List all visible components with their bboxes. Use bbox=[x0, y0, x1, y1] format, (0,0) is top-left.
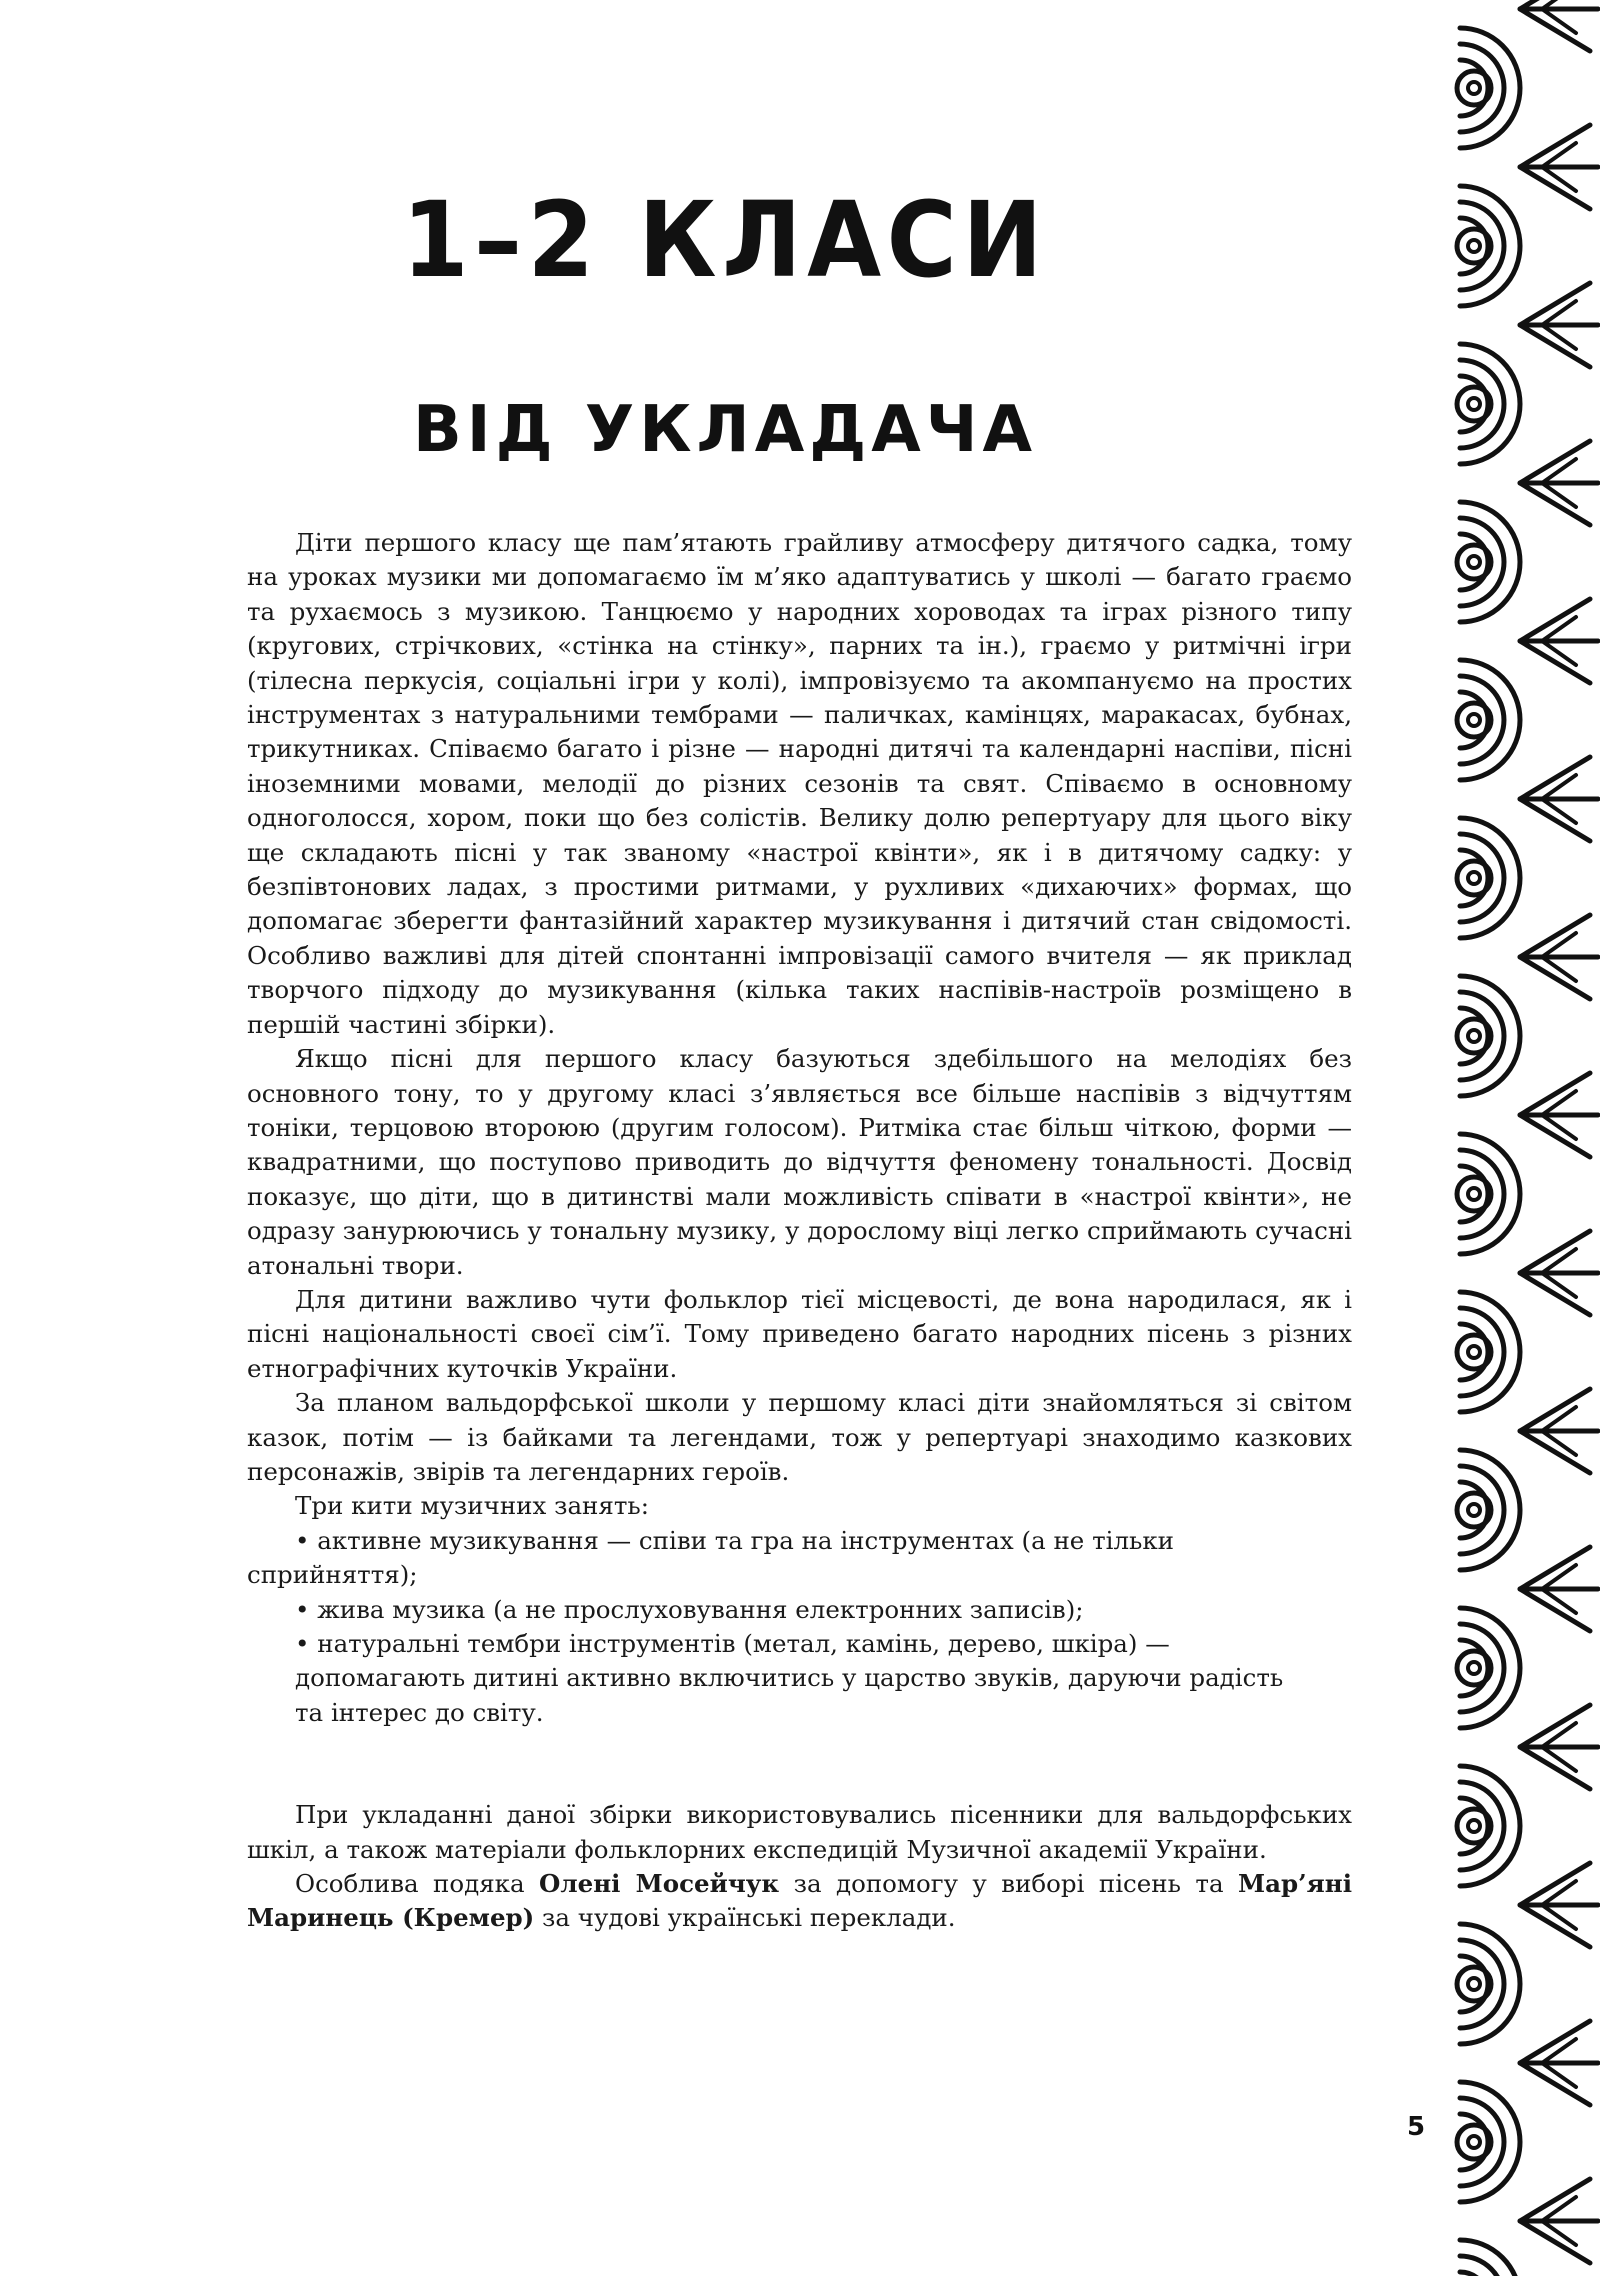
ornament-arc bbox=[1460, 1798, 1488, 1854]
acknowledgement-name-1: Олені Мосейчук bbox=[539, 1869, 780, 1899]
ornament-arc bbox=[1460, 534, 1488, 590]
page-number: 5 bbox=[1406, 2112, 1426, 2142]
ornament-circle-inner bbox=[1468, 872, 1480, 884]
ornament-circle-inner bbox=[1468, 1188, 1480, 1200]
body-text bbox=[247, 526, 1352, 1936]
acknowledgement-name-2: Мар’яні Маринець (Кремер) bbox=[247, 1869, 1353, 1933]
ornament-arc bbox=[1460, 850, 1488, 906]
ornament-arc bbox=[1460, 1956, 1488, 2012]
ornament-circle-inner bbox=[1468, 240, 1480, 252]
page-title: 1–2 КЛАСИ bbox=[401, 179, 1048, 301]
ornament-circle-inner bbox=[1468, 1820, 1480, 1832]
acknowledgement-text-b: за допомогу у виборі пісень та bbox=[779, 1869, 1239, 1899]
ornament-circle-inner bbox=[1468, 1978, 1480, 1990]
ornament-arc bbox=[1460, 2272, 1488, 2276]
paragraph-1: Діти першого класу ще пам’ятають грайливу атмосферу дитячого садка, тому на уроках музики ми допомагаємо їм м’яко адаптуватись у школі — багато граємо та рухаємось з музикою. Танцюємо у народних хороводах та іграх різного типу (кругових, стрічкових, «стінка на стінку», парних та ін.), граємо у ритмічні ігри (тілесна перкусія, соціальні ігри у колі), імпровізуємо та акомпануємо на простих інструментах з натуральними тембрами — паличках, камінцях, маракасах, бубнах, трикутниках. Співаємо багато і різне — народні дитячі та календарні наспіви, пісні іноземними мовами, мелодії до різних сезонів та свят. Співаємо в основному одноголосся, хором, поки що без солістів. Велику долю репертуару для цього віку ще складають пісні у так званому «настрої квінти», як і в дитячому садку: у безпівтонових ладах, з простими ритмами, у рухливих «дихаючих» формах, що допомагає зберегти фантазійний характер музикування і дитячий стан свідомості. Особливо важливі для дітей спонтанні імпровізації самого вчителя — як приклад творчого підходу до музикування (кілька таких наспівів-настроїв розміщено в першій частині збірки). bbox=[247, 528, 1352, 1039]
ornament-circle-inner bbox=[1468, 556, 1480, 568]
paragraph-3: Для дитини важливо чути фольклор тієї місцевості, де вона народилася, як і пісні національності своєї сім’ї. Тому приведено багато народних пісень з різних етнографічних куточків України. bbox=[247, 1284, 1352, 1383]
ornament-circle-inner bbox=[1468, 1504, 1480, 1516]
paragraph-6-line-1: допомагають дитині активно включитись у царство звуків, даруючи радість bbox=[295, 1663, 1284, 1693]
bullet-item-1: • активне музикування — співи та гра на інструментах (а не тільки сприйняття); bbox=[247, 1525, 1175, 1590]
paragraph-5: Три кити музичних занять: bbox=[295, 1491, 649, 1521]
paragraph-4: За планом вальдорфської школи у першому класі діти знайомляться зі світом казок, потім — із байками та легендами, тож у репертуарі знаходимо казкових персонажів, звірів та легендарних героїв. bbox=[247, 1388, 1352, 1486]
ornament-arc bbox=[1460, 1640, 1488, 1696]
ornament-arc bbox=[1460, 218, 1488, 274]
ornament-circle-inner bbox=[1468, 398, 1480, 410]
ornament-arc bbox=[1460, 692, 1488, 748]
ornament-circle-inner bbox=[1468, 1662, 1480, 1674]
spacer bbox=[247, 1730, 1352, 1798]
ornament-arc bbox=[1460, 376, 1488, 432]
section-title: ВІД УКЛАДАЧА bbox=[413, 393, 1037, 467]
bullet-item-2: • жива музика (а не прослуховування електронних записів); bbox=[295, 1594, 1084, 1624]
paragraph-8 bbox=[247, 1867, 1352, 1936]
paragraph-2: Якщо пісні для першого класу базуються здебільшого на мелодіях без основного тону, то у другому класі з’являється все більше наспівів з відчуттям тоніки, терцовою второюю (другим голосом). Ритміка стає більш чіткою, форми — квадратними, що поступово приводить до відчуття феномену тональності. Досвід показує, що діти, що в дитинстві мали можливість співати в «настрої квінти», не одразу занурюючись у тональну музику, у дорослому віці легко сприймають сучасні атональні твори. bbox=[247, 1044, 1352, 1280]
acknowledgement-text-a: Особлива подяка bbox=[295, 1869, 540, 1899]
side-ornament-border bbox=[1440, 0, 1600, 2276]
acknowledgement-text-c: за чудові українські переклади. bbox=[534, 1903, 956, 1933]
ornament-circle-inner bbox=[1468, 2136, 1480, 2148]
paragraph-7: При укладанні даної збірки використовувались пісенники для вальдорфських шкіл, а також матеріали фольклорних експедицій Музичної академії України. bbox=[247, 1800, 1352, 1864]
ornament-circle-inner bbox=[1468, 82, 1480, 94]
ornament-arc bbox=[1460, 1482, 1488, 1538]
ornament-circle-inner bbox=[1468, 1346, 1480, 1358]
ornament-arc bbox=[1460, 1166, 1488, 1222]
bullet-item-3: • натуральні тембри інструментів (метал, камінь, дерево, шкіра) — bbox=[295, 1629, 1170, 1658]
ornament-arc bbox=[1460, 1008, 1488, 1064]
paragraph-6-line-2: та інтерес до світу. bbox=[295, 1697, 544, 1727]
ornament-arc bbox=[1460, 60, 1488, 116]
ornament-circle-inner bbox=[1468, 1030, 1480, 1042]
ornament-arc bbox=[1460, 2114, 1488, 2170]
ornament-arc bbox=[1460, 1324, 1488, 1380]
ornament-circle-inner bbox=[1468, 714, 1480, 726]
